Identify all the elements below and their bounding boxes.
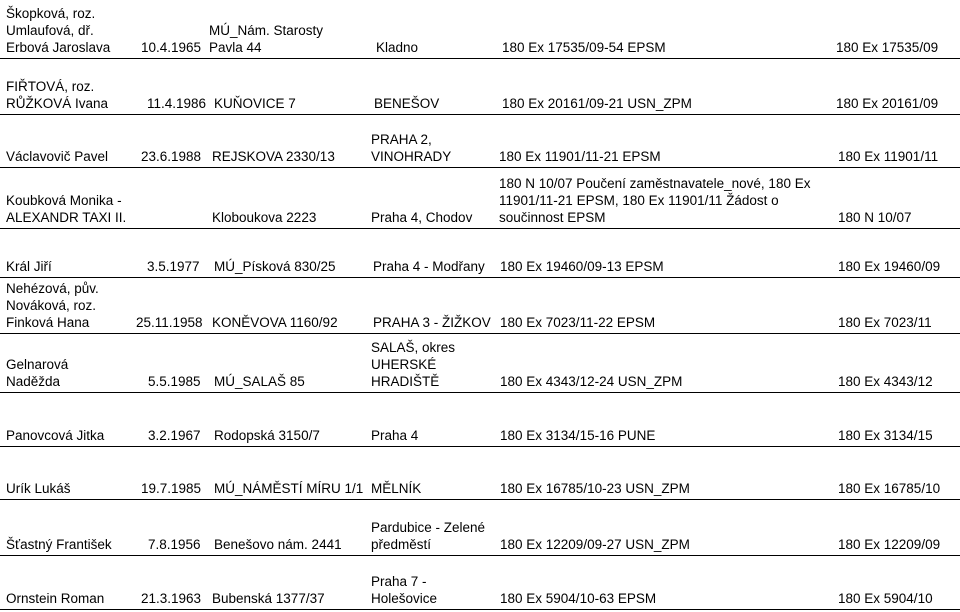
table-row xyxy=(0,168,960,229)
record-number: 180 Ex 20161/09-21 USN_ZPM xyxy=(502,96,692,111)
case-reference: 180 Ex 3134/15 xyxy=(838,428,933,443)
case-reference: 180 Ex 19460/09 xyxy=(838,259,941,274)
table-row xyxy=(0,334,960,393)
table-row xyxy=(0,115,960,168)
table-row xyxy=(0,447,960,500)
place: Kladno xyxy=(376,40,419,55)
place: Praha 7 - Holešovice xyxy=(371,574,438,606)
case-reference: 180 Ex 5904/10 xyxy=(838,591,933,606)
place: PRAHA 3 - ŽIŽKOV xyxy=(373,315,491,330)
record-number: 180 Ex 4343/12-24 USN_ZPM xyxy=(500,374,683,389)
place: Praha 4, Chodov xyxy=(371,210,473,225)
birth-date: 10.4.1965 xyxy=(141,40,202,55)
person-name: Václavovič Pavel xyxy=(6,149,109,164)
record-number: 180 Ex 11901/11-21 EPSM xyxy=(499,149,661,164)
case-reference: 180 Ex 4343/12 xyxy=(838,374,933,389)
person-name: Gelnarová Naděžda xyxy=(6,357,69,389)
address: KUŇOVICE 7 xyxy=(214,96,296,111)
address: MÚ_Písková 830/25 xyxy=(214,259,336,274)
person-name: Nehézová, pův. Nováková, roz. Finková Hana xyxy=(6,281,99,330)
table-row xyxy=(0,0,960,59)
person-name: FIŘTOVÁ, roz. RŮŽKOVÁ Ivana xyxy=(6,79,109,111)
record-number: 180 Ex 5904/10-63 EPSM xyxy=(500,591,657,606)
record-number: 180 Ex 12209/09-27 USN_ZPM xyxy=(500,537,690,552)
birth-date: 23.6.1988 xyxy=(141,149,202,164)
birth-date: 21.3.1963 xyxy=(141,591,202,606)
case-reference: 180 Ex 20161/09 xyxy=(836,96,939,111)
birth-date: 5.5.1985 xyxy=(148,374,201,389)
case-reference: 180 Ex 12209/09 xyxy=(838,537,941,552)
person-name: Škopková, roz. Umlaufová, dř. Erbová Jaroslava xyxy=(6,6,111,55)
birth-date: 3.5.1977 xyxy=(147,259,200,274)
person-name: Urík Lukáš xyxy=(6,481,71,496)
record-number: 180 Ex 3134/15-16 PUNE xyxy=(500,428,656,443)
place: Praha 4 xyxy=(371,428,419,443)
place: BENEŠOV xyxy=(374,96,440,111)
table-row xyxy=(0,500,960,556)
record-number: 180 N 10/07 Poučení zaměstnavatele_nové, 180 Ex 11901/11-21 EPSM, 180 Ex 11901/11 Žádost o součinnost EPSM xyxy=(499,176,811,225)
birth-date: 19.7.1985 xyxy=(141,481,202,496)
place: Pardubice - Zelené předměstí xyxy=(371,520,486,552)
address: KONĚVOVA 1160/92 xyxy=(212,315,338,330)
address: MÚ_Nám. Starosty Pavla 44 xyxy=(209,23,324,55)
person-name: Král Jiří xyxy=(6,259,52,274)
table-row xyxy=(0,278,960,334)
person-name: Panovcová Jitka xyxy=(6,428,105,443)
table-row xyxy=(0,59,960,115)
record-number: 180 Ex 19460/09-13 EPSM xyxy=(500,259,664,274)
address: Rodopská 3150/7 xyxy=(214,428,320,443)
place: SALAŠ, okres UHERSKÉ HRADIŠTĚ xyxy=(371,340,456,389)
record-number: 180 Ex 17535/09-54 EPSM xyxy=(502,40,666,55)
case-reference: 180 Ex 11901/11 xyxy=(838,149,939,164)
address: REJSKOVA 2330/13 xyxy=(212,149,335,164)
table-row xyxy=(0,393,960,447)
place: PRAHA 2, VINOHRADY xyxy=(371,132,452,164)
birth-date: 25.11.1958 xyxy=(136,315,203,330)
table-row xyxy=(0,229,960,278)
record-number: 180 Ex 16785/10-23 USN_ZPM xyxy=(500,481,690,496)
address: MÚ_SALAŠ 85 xyxy=(214,374,305,389)
case-reference: 180 Ex 16785/10 xyxy=(838,481,941,496)
place: Praha 4 - Modřany xyxy=(373,259,485,274)
address: Kloboukova 2223 xyxy=(212,210,317,225)
table-row xyxy=(0,556,960,610)
birth-date: 7.8.1956 xyxy=(148,537,201,552)
record-number: 180 Ex 7023/11-22 EPSM xyxy=(500,315,656,330)
person-name: Koubková Monika - ALEXANDR TAXI II. xyxy=(6,193,127,225)
address: MÚ_NÁMĚSTÍ MÍRU 1/1 xyxy=(214,481,364,496)
address: Benešovo nám. 2441 xyxy=(214,537,342,552)
place: MĚLNÍK xyxy=(371,481,422,496)
person-name: Šťastný František xyxy=(6,537,112,552)
birth-date: 11.4.1986 xyxy=(147,96,207,111)
case-reference: 180 N 10/07 xyxy=(838,210,912,225)
case-reference: 180 Ex 17535/09 xyxy=(836,40,939,55)
birth-date: 3.2.1967 xyxy=(148,428,201,443)
address: Bubenská 1377/37 xyxy=(212,591,325,606)
person-name: Ornstein Roman xyxy=(6,591,105,606)
case-reference: 180 Ex 7023/11 xyxy=(838,315,932,330)
